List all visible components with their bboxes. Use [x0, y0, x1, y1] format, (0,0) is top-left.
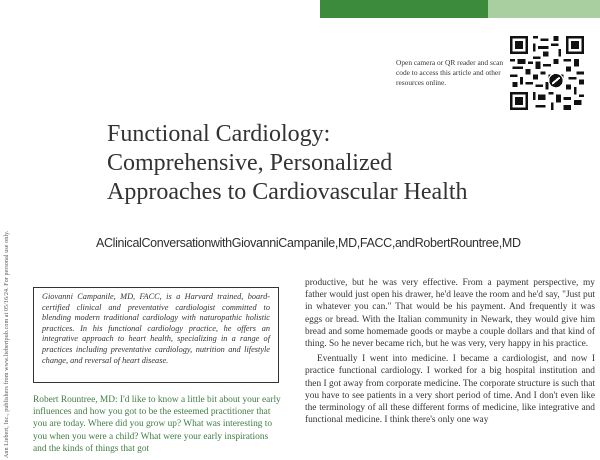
- interview-question: Robert Rountree, MD: I'd like to know a little bit about your early influences and how you got to be the esteemed practitioner that you are today. Where did you grow up? What was interesting to you when you were a child? What were your early inspirations and the kinds of things that got: [33, 395, 281, 454]
- header-color-band: [0, 0, 600, 18]
- answer-paragraph: productive, but he was very effective. From a payment perspective, my father would just open his drawer, he'd leave the room and he'd say, "Just put in whatever you can." That would be his payment. And frequently it was eggs or bread. With the Italian community in Newark, they would give him bread and some homemade goods or maybe a couple dollars and that kind of thing. So he never became rich, but he was very, very happy in his practice.: [305, 278, 595, 350]
- band-segment-light-green: [488, 0, 600, 18]
- answer-paragraph: Eventually I went into medicine. I became a cardiologist, and now I practice functional cardiology. I worked for a big hospital institution and then I got away from corporate medicine. The corporate structure is such that you have to see patients in a very short period of time. And I don't even like the terminology of all these different forms of medicine, like integrative and functional medicine. I think there's only one way: [305, 354, 595, 426]
- title-line: Functional Cardiology:: [107, 121, 331, 147]
- author-bio-box: Giovanni Campanile, MD, FACC, is a Harvard trained, board-certified clinical and preventative cardiologist committed to blending modern traditional cardiology with naturopathic holistic practices. In his functional cardiology practice, he offers an integrative approach to heart health, specializing in a range of practices including preventative cardiology, nutrition and lifestyle change, and reversal of heart disease.: [33, 287, 279, 383]
- title-line: Approaches to Cardiovascular Health: [107, 179, 468, 205]
- band-segment-white: [0, 0, 320, 18]
- interview-answer-column: [305, 277, 595, 426]
- band-segment-dark-green: [320, 0, 488, 18]
- article-byline: AClinicalConversationwithGiovanniCampanile,MD,FACC,andRobertRountree,MD: [96, 236, 521, 250]
- article-title: [107, 120, 547, 207]
- title-line: Comprehensive, Personalized: [107, 150, 393, 176]
- qr-instructions: Open camera or QR reader and scan code to access this article and other resources online.: [396, 58, 504, 87]
- qr-code-icon[interactable]: [510, 36, 584, 110]
- download-side-note: Ann Liebert, Inc., publishers from www.liebertpub.com at 05/16/24. For personal use only.: [4, 230, 10, 458]
